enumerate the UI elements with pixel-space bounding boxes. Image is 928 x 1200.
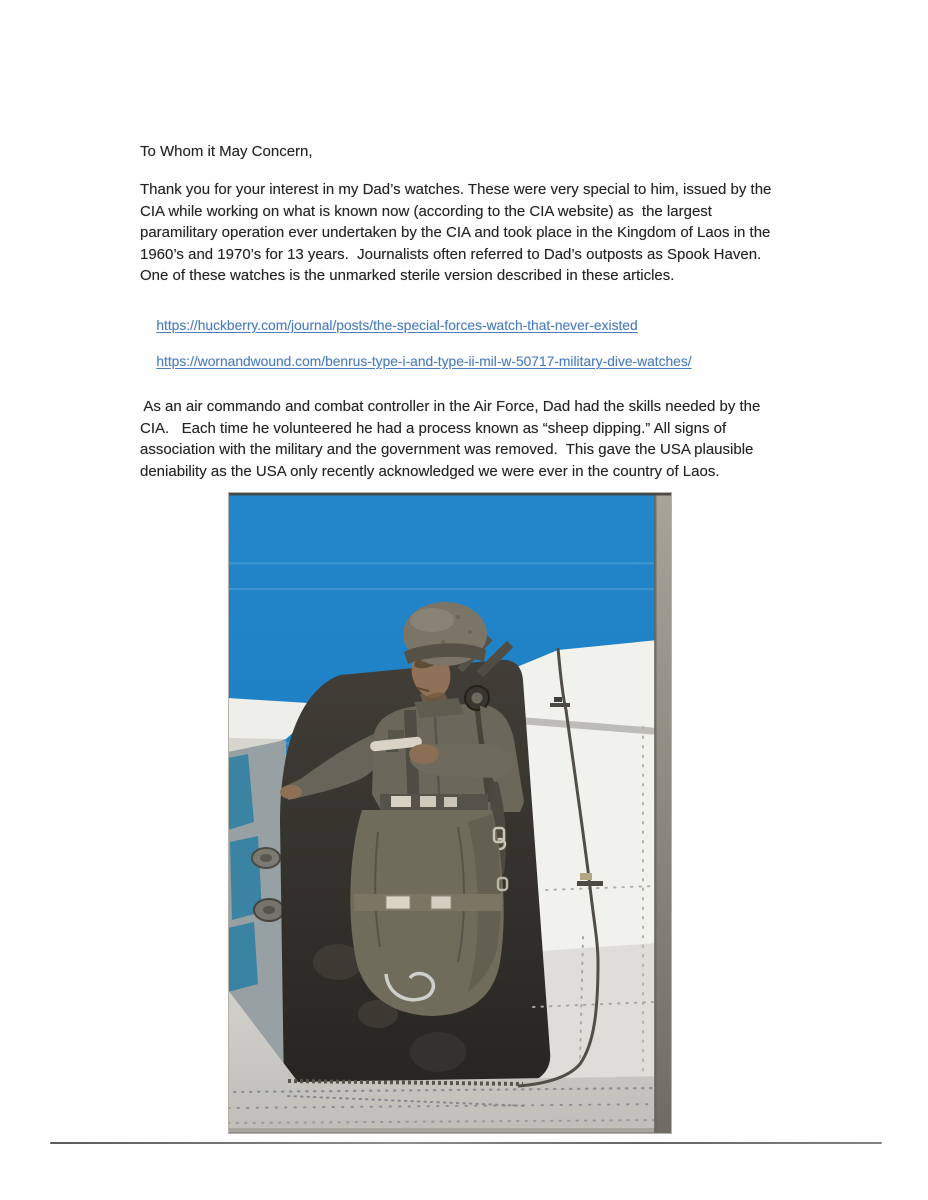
left-hand — [280, 785, 302, 799]
wornandwound-article-link[interactable]: https://wornandwound.com/benrus-type-i-and-type-ii-mil-w-50717-military-dive-watches/ — [156, 354, 692, 369]
text-line: paramilitary operation ever undertaken by the CIA and took place in the Kingdom of Laos in the — [140, 224, 771, 241]
text-line: One of these watches is the unmarked sterile version described in these articles. — [140, 267, 675, 284]
link-row-wornandwound — [141, 339, 692, 384]
text-line: 1960’s and 1970’s for 13 years. Journalists often referred to Dad’s outposts as Spook Haven. — [140, 245, 762, 263]
text-line: Thank you for your interest in my Dad’s watches. These were very special to him, issued by the — [140, 181, 772, 198]
paragraph-1 — [140, 179, 771, 287]
helmet — [403, 602, 487, 666]
text-line: deniability as the USA only recently acknowledged we were ever in the country of Laos. — [140, 462, 720, 480]
right-hand — [409, 744, 439, 764]
text-line: CIA while working on what is known now (according to the CIA website) as the largest — [140, 202, 712, 220]
salutation: To Whom it May Concern, — [140, 143, 313, 160]
letter-photo — [228, 492, 672, 1134]
scan-artifact-line — [50, 1142, 882, 1144]
huckberry-article-link[interactable]: https://huckberry.com/journal/posts/the-special-forces-watch-that-never-existed — [156, 318, 638, 333]
text-line: As an air commando and combat controller in the Air Force, Dad had the skills needed by the — [140, 398, 761, 415]
text-line: association with the military and the government was removed. This gave the USA plausible — [140, 441, 754, 458]
text-line: CIA. Each time he volunteered he had a process known as “sheep dipping.” All signs of — [140, 419, 727, 437]
jump-door-photo-illustration — [228, 492, 672, 1134]
right-strut-strip — [655, 492, 672, 1134]
paragraph-2 — [140, 396, 760, 482]
belt — [380, 794, 488, 810]
